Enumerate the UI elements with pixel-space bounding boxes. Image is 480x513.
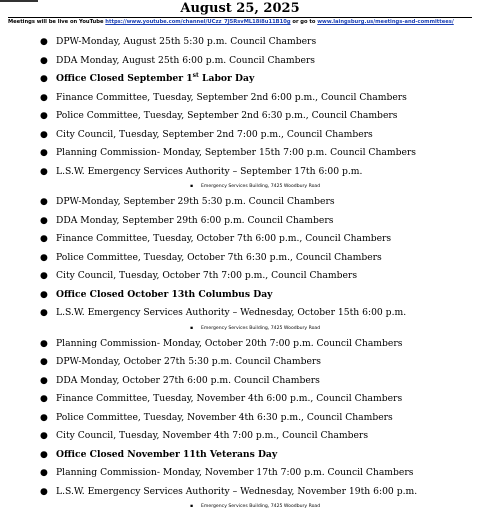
meeting-text: DPW-Monday, October 27th 5:30 p.m. Council Chambers (56, 356, 322, 367)
meeting-text: City Council, Tuesday, October 7th 7:00 p.m., Council Chambers (56, 270, 358, 281)
meeting-item (0, 353, 480, 372)
meeting-text: DDA Monday, September 29th 6:00 p.m. Council Chambers (56, 214, 334, 226)
meeting-text: Finance Committee, Tuesday, November 4th 6:00 p.m., Council Chambers (56, 393, 403, 404)
meeting-item (0, 126, 480, 145)
bullet-icon: ● (40, 486, 48, 497)
youtube-link[interactable]: https://www.youtube.com/channel/UCzz_7J5RsvML18i8u11B10g (105, 19, 291, 25)
bullet-icon: ● (40, 37, 48, 47)
meeting-text: Office Closed November 11th Veterans Day (56, 448, 278, 460)
location-text: Emergency Services Building, 7425 Woodbury Road (201, 184, 321, 189)
meeting-item (0, 230, 480, 249)
bullet-icon: ● (40, 55, 48, 66)
sub-bullet-icon: ▪ (190, 325, 194, 331)
bullet-icon: ● (40, 468, 48, 478)
meeting-text: Planning Commission- Monday, September 15th 7:00 p.m. Council Chambers (56, 147, 416, 158)
notice-middle: or go to (290, 19, 318, 25)
bullet-icon: ● (40, 375, 48, 386)
sub-bullet-icon: ▪ (190, 504, 194, 509)
meeting-text: Office Closed October 13th Columbus Day (56, 288, 273, 300)
bullet-icon: ● (40, 111, 48, 121)
bullet-icon: ● (40, 431, 48, 441)
location-subitem (0, 323, 480, 335)
ordinal-suffix: st (192, 71, 199, 79)
meeting-text: Office Closed September 1 (56, 73, 193, 84)
meeting-text: Police Committee, Tuesday, October 7th 6:30 p.m., Council Chambers (56, 251, 382, 263)
meeting-item (0, 163, 480, 182)
bullet-icon: ● (40, 129, 48, 140)
location-subitem (0, 181, 480, 193)
office-closed-item (0, 286, 480, 305)
bullet-icon: ● (40, 308, 48, 318)
bullet-icon: ● (40, 74, 48, 84)
meeting-text: Police Committee, Tuesday, September 2nd 6:30 p.m., Council Chambers (56, 110, 398, 121)
bullet-icon: ● (40, 289, 48, 300)
meeting-text: DDA Monday, October 27th 6:00 p.m. Council Chambers (56, 374, 320, 386)
location-text: Emergency Services Building, 7425 Woodbury Road (201, 325, 321, 331)
office-closed-item (0, 70, 480, 89)
bullet-icon: ● (40, 412, 48, 423)
meeting-item (0, 33, 480, 52)
meeting-item (0, 249, 480, 268)
meeting-item (0, 409, 480, 428)
sub-bullet-icon: ▪ (190, 184, 194, 189)
meeting-text: City Council, Tuesday, September 2nd 7:00 p.m., Council Chambers (56, 128, 373, 140)
meeting-text: L.S.W. Emergency Services Authority – September 17th 6:00 p.m. (56, 165, 363, 177)
divider (8, 17, 472, 18)
location-text: Emergency Services Building, 7425 Woodbury Road (201, 504, 321, 509)
meeting-item (0, 390, 480, 409)
meeting-item (0, 267, 480, 286)
youtube-notice (8, 19, 474, 26)
meeting-text: Finance Committee, Tuesday, October 7th 6:00 p.m., Council Chambers (56, 233, 392, 244)
meeting-item (0, 212, 480, 231)
bullet-icon: ● (40, 357, 48, 367)
meeting-text-tail: Labor Day (198, 73, 255, 84)
meeting-item (0, 335, 480, 354)
bullet-icon: ● (40, 92, 48, 103)
bullet-icon: ● (40, 394, 48, 404)
bullet-icon: ● (40, 338, 48, 349)
bullet-icon: ● (40, 271, 48, 281)
notice-prefix: Meetings will be live on YouTube (8, 19, 106, 25)
meeting-text: City Council, Tuesday, November 4th 7:00 p.m., Council Chambers (56, 430, 369, 441)
meeting-item (0, 89, 480, 108)
meeting-text: Police Committee, Tuesday, November 4th 6:30 p.m., Council Chambers (56, 411, 393, 423)
meeting-text: Planning Commission- Monday, November 17th 7:00 p.m. Council Chambers (56, 467, 414, 478)
meeting-item (0, 372, 480, 391)
bullet-icon: ● (40, 234, 48, 244)
meeting-item (0, 304, 480, 323)
meeting-item (0, 483, 480, 502)
meeting-text: L.S.W. Emergency Services Authority – Wednesday, November 19th 6:00 p.m. (56, 485, 418, 497)
page-title: August 25, 2025 (180, 1, 300, 16)
bullet-icon: ● (40, 215, 48, 226)
website-link[interactable]: www.laingsburg.us/meetings-and-committees/ (317, 19, 454, 25)
meeting-item (0, 144, 480, 163)
meeting-text: Finance Committee, Tuesday, September 2nd 6:00 p.m., Council Chambers (56, 91, 407, 103)
bullet-icon: ● (40, 449, 48, 460)
meeting-text: L.S.W. Emergency Services Authority – Wednesday, October 15th 6:00 p.m. (56, 307, 407, 318)
meeting-text: DPW-Monday, August 25th 5:30 p.m. Council Chambers (56, 36, 317, 47)
location-subitem (0, 501, 480, 513)
meeting-text: DPW-Monday, September 29th 5:30 p.m. Council Chambers (56, 196, 335, 207)
meeting-text: Planning Commission- Monday, October 20th 7:00 p.m. Council Chambers (56, 337, 403, 349)
meeting-item (0, 193, 480, 212)
meeting-list (0, 33, 480, 513)
bullet-icon: ● (40, 197, 48, 207)
bullet-icon: ● (40, 166, 48, 177)
meeting-item (0, 107, 480, 126)
bullet-icon: ● (40, 252, 48, 263)
meeting-text: DDA Monday, August 25th 6:00 p.m. Council Chambers (56, 54, 316, 66)
office-closed-item (0, 446, 480, 465)
bullet-icon: ● (40, 148, 48, 158)
meeting-item (0, 427, 480, 446)
meeting-item (0, 52, 480, 71)
